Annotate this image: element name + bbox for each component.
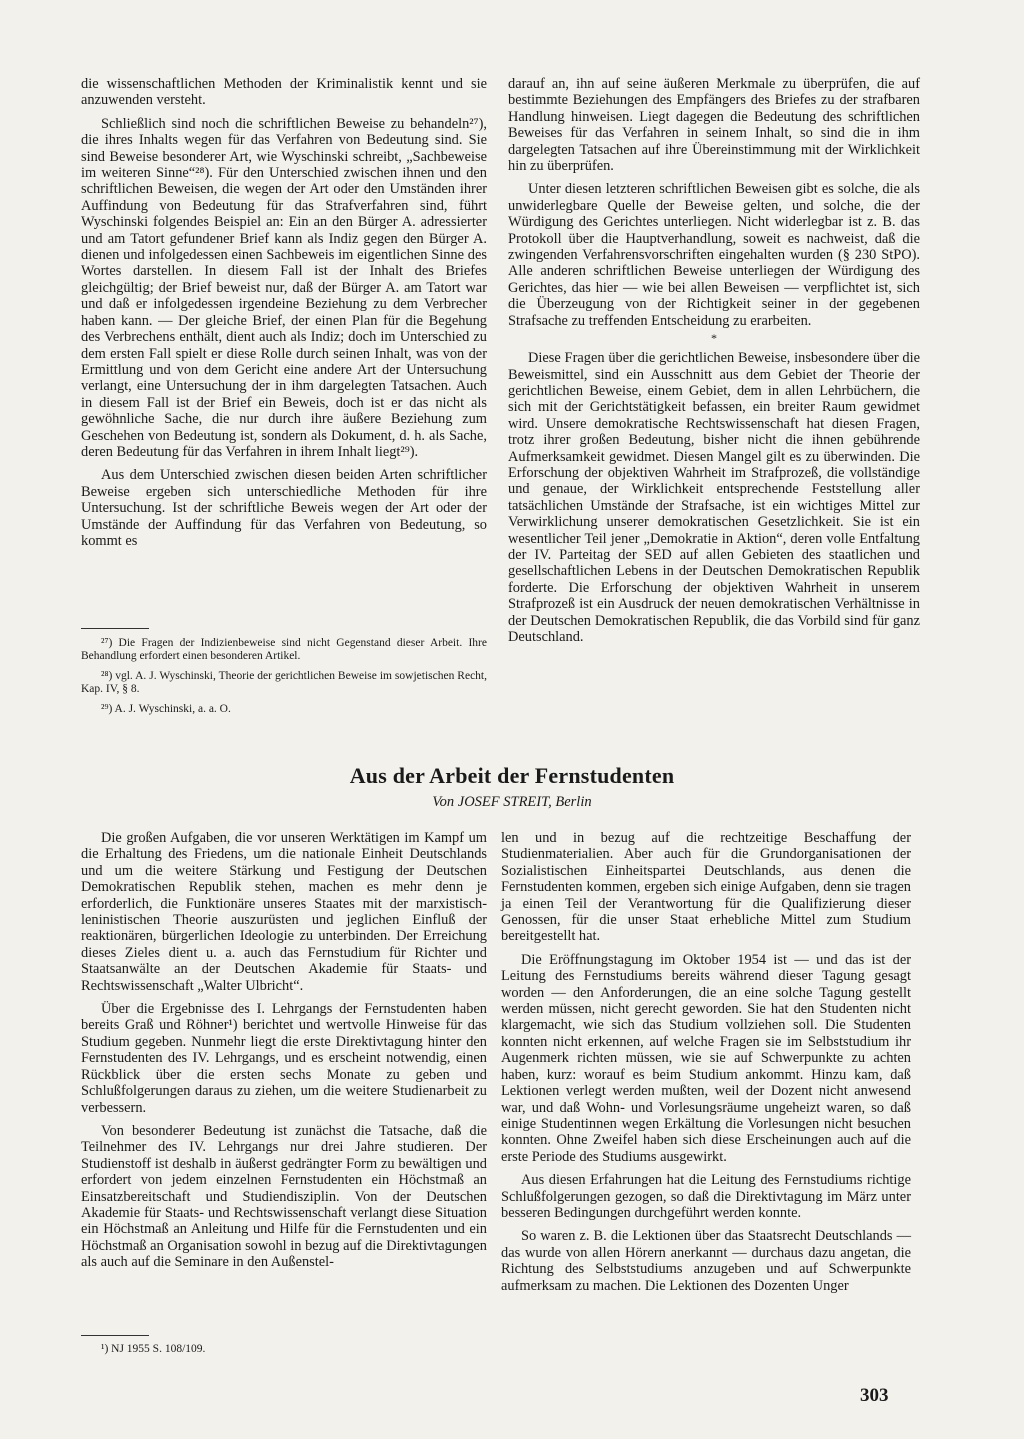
footnote-separator: [81, 628, 149, 629]
paragraph: len und in bezug auf die rechtzeitige Beschaffung der Studienmaterialien. Aber auch für die Grundorganisationen der Sozialistischen Einheitspartei Deutschlands, aus denen die Fernstudenten kommen, ergeben sich einige Aufgaben, denn sie tragen ja einen Teil der Verantwortung für die Qualifizierung dieser Genossen, für die unser Staat erhebliche Mittel zum Studium bereitgestellt hat.: [501, 830, 911, 945]
article-title: Aus der Arbeit der Fernstudenten: [349, 763, 675, 788]
article-byline: Von JOSEF STREIT, Berlin: [432, 794, 592, 810]
paragraph: Schließlich sind noch die schriftlichen Beweise zu behandeln²⁷), die ihres Inhalts wegen für das Verfahren von Bedeutung sind. Sie sind Beweise besonderer Art, wie Wyschinski schreibt, „Sachbeweise im weiteren Sinne“²⁸). Für den Unterschied zwischen ihnen und den schriftlichen Beweisen, die wegen der Art oder den Umständen ihrer Auffindung von Bedeutung für das Strafverfahren sind, führt Wyschinski folgendes Beispiel an: Ein an den Bürger A. adressierter und am Tatort gefundener Brief kann als Indiz gegen den Bürger A. dienen und infolgedessen einen Sachbeweis im eigentlichen Sinne des Wortes darstellen. In diesem Fall ist der Inhalt des Briefes gleichgültig; der Brief beweist nur, daß der Bürger A. am Tatort war und daß er infolgedessen irgendeine Beziehung zu dem Verbrecher haben kann. — Der gleiche Brief, der einen Plan für die Begehung des Verbrechens enthält, dient auch als Indiz; doch im Unterschied zu dem ersten Fall spielt er diese Rolle durch seinen Inhalt, was von der Ermittlung und von dem Gericht eine andere Art der Untersuchung verlangt, eine Untersuchung der in ihm dargelegten Tatsachen. Auch in diesem Fall ist der Brief ein Beweis, doch ist er das nicht als gewöhnliche Sache, die nur durch ihre äußere Beziehung zum Geschehen von Bedeutung ist, sondern als Dokument, d. h. als Sache, deren Bedeutung für das Verfahren in ihrem Inhalt liegt²⁹).: [81, 115, 487, 460]
paragraph: Diese Fragen über die gerichtlichen Beweise, insbesondere über die Beweismittel, sind ein Ausschnitt aus dem Gebiet der Theorie der gerichtlichen Beweise, einem Gebiet, dem in allen Lehrbüchern, die sich mit der Gerichtstätigkeit befassen, ein breiter Raum gewidmet wird. Unsere demokratische Rechtswissenschaft hat diesen Fragen, trotz ihrer großen Bedeutung, bisher nicht die ihnen gebührende Aufmerksamkeit gewidmet. Diesen Mangel gilt es zu überwinden. Die Erforschung der objektiven Wahrheit im Strafprozeß, die vollständige und genaue, der Wirklichkeit entsprechende Feststellung aller tatsächlichen Umstände der Strafsache, ist ein wichtiges Mittel zur Verwirklichung unserer demokratischen Gesetzlichkeit. Sie ist ein wesentlicher Teil jener „Demokratie in Aktion“, deren volle Entfaltung der IV. Parteitag der SED auf allen Gebieten des staatlichen und gesellschaftlichen Lebens in der Deutschen Demokratischen Republik forderte. Die Erforschung der objektiven Wahrheit in unserem Strafprozeß ist ein Ausdruck der neuen demokratischen Verhältnisse in der Deutschen Demokratischen Republik, die das Vorbild sind für ganz Deutschland.: [508, 350, 920, 645]
paragraph: die wissenschaftlichen Methoden der Kriminalistik kennt und sie anzuwenden versteht.: [81, 76, 487, 109]
page-number: 303: [860, 1385, 889, 1406]
top-right-column: [508, 76, 920, 652]
bottom-right-column: [501, 830, 911, 1301]
paragraph: Unter diesen letzteren schriftlichen Beweisen gibt es solche, die als unwiderlegbare Quelle der Beweise gelten, und solche, die der Würdigung des Gerichtes unterliegen. Nicht widerlegbar ist z. B. das Protokoll über die Hauptverhandlung, soweit es nachweist, daß die zwingenden Verfahrensvorschriften eingehalten wurden (§ 230 StPO). Alle anderen schriftlichen Beweise unterliegen der Würdigung des Gerichtes, das hier — wie bei allen Beweisen — verpflichtet ist, sich die Überzeugung von der Richtigkeit seiner in der gegebenen Strafsache zu treffenden Entscheidung zu erarbeiten.: [508, 181, 920, 329]
top-left-footnotes: [81, 637, 487, 723]
paragraph: darauf an, ihn auf seine äußeren Merkmale zu überprüfen, die auf bestimmte Beziehungen des Empfängers des Briefes zu der strafbaren Handlung hinweisen. Liegt dagegen die Bedeutung des schriftlichen Beweises für das Verfahren in seinem Inhalt, so sind die in ihm dargelegten Tatsachen auf ihre Übereinstimmung mit der Wirklichkeit hin zu überprüfen.: [508, 76, 920, 175]
section-separator-asterisk: *: [711, 331, 717, 346]
footnote: ¹) NJ 1955 S. 108/109.: [101, 1343, 206, 1355]
paragraph: Die großen Aufgaben, die vor unseren Werktätigen im Kampf um die Erhaltung des Friedens, um die nationale Einheit Deutschlands und um die weitere Stärkung und Festigung der Deutschen Demokratischen Republik stehen, machen es mehr denn je erforderlich, die Funktionäre unseres Staates mit der marxistisch-leninistischen Theorie auszurüsten und jeglichen Einfluß der reaktionären, bürgerlichen Ideologie zu unterbinden. Der Erreichung dieses Zieles dient u. a. auch das Fernstudium für Richter und Staatsanwälte an der Deutschen Akademie für Staats- und Rechtswissenschaft „Walter Ulbricht“.: [81, 830, 487, 994]
footnote: ²⁸) vgl. A. J. Wyschinski, Theorie der gerichtlichen Beweise im sowjetischen Recht, Kap. IV, § 8.: [81, 670, 487, 695]
paragraph: Aus diesen Erfahrungen hat die Leitung des Fernstudiums richtige Schlußfolgerungen gezogen, so daß die Direktivtagung im März unter besseren Bedingungen durchgeführt werden konnte.: [501, 1172, 911, 1221]
paragraph: Aus dem Unterschied zwischen diesen beiden Arten schriftlicher Beweise ergeben sich unterschiedliche Methoden für ihre Untersuchung. Ist der schriftliche Beweis wegen der Art oder der Umstände der Auffindung für das Verfahren von Bedeutung, so kommt es: [81, 467, 487, 549]
bottom-left-footnotes: [81, 1343, 487, 1363]
footnote: ²⁹) A. J. Wyschinski, a. a. O.: [101, 703, 231, 715]
paragraph: Von besonderer Bedeutung ist zunächst die Tatsache, daß die Teilnehmer des IV. Lehrgangs nur drei Jahre studieren. Der Studienstoff ist deshalb in äußerst gedrängter Form zu bewältigen und erfordert von jedem einzelnen Fernstudenten ein Höchstmaß an Einsatzbereitschaft und Studiendisziplin. Von der Deutschen Akademie für Staats- und Rechtswissenschaft verlangt diese Situation ein Höchstmaß an Anleitung und Hilfe für die Fernstudenten und ein Höchstmaß an Organisation sowohl in bezug auf die Direktivtagungen als auch auf die Seminare in den Außenstel-: [81, 1122, 487, 1271]
footnote-separator: [81, 1335, 149, 1336]
paragraph: So waren z. B. die Lektionen über das Staatsrecht Deutschlands — das wurde von allen Hörern anerkannt — durchaus dazu angetan, die Richtung des Selbststudiums anzugeben und auf Schwerpunkte aufmerksam zu machen. Die Lektionen des Dozenten Unger: [501, 1228, 911, 1294]
bottom-left-column: [81, 830, 487, 1278]
paragraph: Über die Ergebnisse des I. Lehrgangs der Fernstudenten haben bereits Graß und Röhner¹) berichtet und wertvolle Hinweise für das Studium gegeben. Nunmehr liegt die erste Direktivtagung hinter den Fernstudenten des IV. Lehrgangs, und es erscheint notwendig, einen Rückblick über die ersten sechs Monate zu geben und Schlußfolgerungen daraus zu ziehen, um die weitere Studienarbeit zu verbessern.: [81, 1001, 487, 1116]
footnote: ²⁷) Die Fragen der Indizienbeweise sind nicht Gegenstand dieser Arbeit. Ihre Behandlung erfordert einen besonderen Artikel.: [81, 637, 487, 662]
top-left-column: [81, 76, 487, 556]
paragraph: Die Eröffnungstagung im Oktober 1954 ist — und das ist der Leitung des Fernstudiums bereits während dieser Tagung gesagt worden — den Anforderungen, die an eine solche Tagung gestellt werden müssen, nicht gerecht geworden. Sie hat den Studenten nicht klargemacht, wie sich das Studium vollziehen soll. Die Studenten konnten nicht erkennen, auf welche Fragen sie im Selbststudium ihr Augenmerk richten müssen, wie sie auf Schwerpunkte zu achten haben, kurz: worauf es beim Studium ankommt. Hinzu kam, daß Lektionen verlegt werden mußten, weil der Dozent nicht anwesend war, und daß Wohn- und Vorlesungsräume ungeheizt waren, so daß einige Studentinnen wegen Erkältung die Vorlesungen nicht besuchen konnten. Ohne Zweifel haben sich diese Erscheinungen auch auf die erste Periode des Studiums ausgewirkt.: [501, 951, 911, 1165]
